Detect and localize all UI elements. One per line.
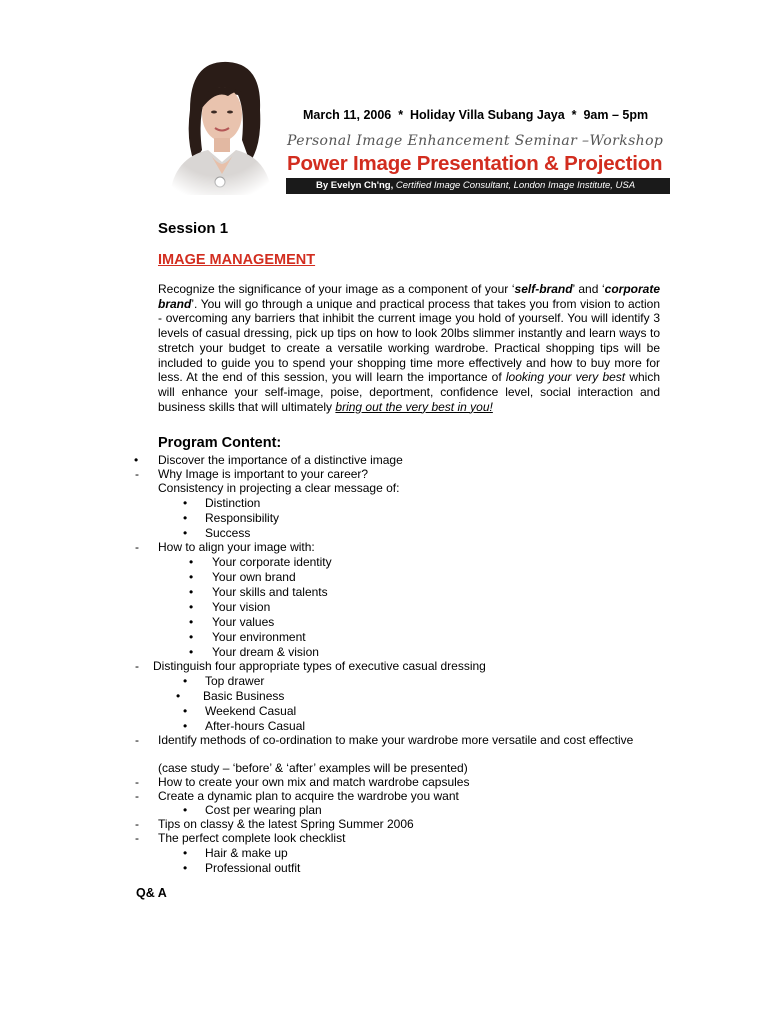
list-item: Professional outfit (205, 861, 301, 875)
list-item: Success (205, 526, 251, 540)
intro-text-1: Recognize the significance of your image as a component of your ‘ (158, 282, 515, 296)
intro-text-4: which will enhance your self-image, poise, deportment, confidence level, social interaction and business skills that will ultimately (158, 370, 661, 414)
program-item-3: How to align your image with: (158, 540, 315, 554)
bullet-marker: • (189, 555, 194, 569)
session-heading: Session 1 (158, 220, 229, 237)
bullet-marker: • (183, 803, 188, 817)
bullet-marker: • (189, 645, 194, 659)
list-item: Your skills and talents (212, 585, 328, 599)
intro-paragraph (158, 282, 660, 414)
list-item: Your environment (212, 630, 306, 644)
list-item: Basic Business (203, 689, 285, 703)
dash-marker: - (135, 831, 139, 845)
program-heading: Program Content: (158, 435, 282, 451)
presenter-photo (150, 50, 286, 195)
bring-out-best-phrase: bring out the very best in you! (335, 399, 493, 414)
list-item: Cost per wearing plan (205, 803, 322, 817)
bullet-marker: • (183, 704, 188, 718)
list-item: Your corporate identity (212, 555, 332, 569)
bullet-marker: • (183, 511, 188, 525)
bullet-marker: • (134, 453, 139, 467)
list-item: Your own brand (212, 570, 296, 584)
program-item-6: How to create your own mix and match wardrobe capsules (158, 775, 470, 789)
byline-credentials: Certified Image Consultant, London Image Institute, USA (395, 180, 636, 191)
program-item-9: The perfect complete look checklist (158, 831, 346, 845)
program-item-1: Discover the importance of a distinctive image (158, 453, 403, 467)
bullet-marker: • (189, 600, 194, 614)
program-item-4: Distinguish four appropriate types of executive casual dressing (153, 659, 486, 673)
bullet-marker: • (176, 689, 181, 703)
program-item-8: Tips on classy & the latest Spring Summer 2006 (158, 817, 414, 831)
dash-marker: - (135, 817, 139, 831)
dash-marker: - (135, 467, 139, 481)
list-item: Distinction (205, 496, 261, 510)
bullet-marker: • (183, 861, 188, 875)
bullet-marker: • (183, 719, 188, 733)
section-heading: IMAGE MANAGEMENT (158, 252, 316, 268)
program-item-7: Create a dynamic plan to acquire the wardrobe you want (158, 789, 459, 803)
bullet-marker: • (189, 585, 194, 599)
event-date-venue: March 11, 2006 * Holiday Villa Subang Jaya * 9am – 5pm (303, 108, 649, 122)
presenter-byline (286, 178, 670, 194)
qa-heading: Q& A (136, 886, 167, 900)
list-item: After-hours Casual (205, 719, 306, 733)
bullet-marker: • (183, 674, 188, 688)
program-item-2: Why Image is important to your career? (158, 467, 369, 481)
dash-marker: - (135, 733, 139, 747)
dash-marker: - (135, 540, 139, 554)
self-brand-term: self-brand (514, 282, 573, 296)
list-item: Responsibility (205, 511, 280, 525)
intro-text-2: ’ and ‘ (572, 282, 605, 296)
bullet-marker: • (189, 615, 194, 629)
program-item-5: Identify methods of co-ordination to make your wardrobe more versatile and cost effective (158, 733, 634, 747)
bullet-marker: • (189, 570, 194, 584)
dash-marker: - (135, 775, 139, 789)
intro-text-3: ’. You will go through a unique and practical process that takes you from vision to action - overcoming any barriers that inhibit the current image you hold of yourself. You will identify 3 levels of casual dressing, pick up tips on how to look 20lbs slimmer instantly and learn ways to stretch your budget to create a versatile working wardrobe. Practical shopping tips will be included to guide you to spend your shopping time more effectively and how to buy more for less. At the end of this session, you will learn the importance of (158, 296, 660, 385)
bullet-marker: • (189, 630, 194, 644)
program-item-2-sub: Consistency in projecting a clear message of: (158, 481, 400, 495)
seminar-title: Power Image Presentation & Projection (287, 152, 663, 175)
looking-best-phrase: looking your very best (505, 370, 626, 385)
byline-name: By Evelyn Ch'ng, (316, 180, 394, 191)
seminar-subtitle: Personal Image Enhancement Seminar –Workshop (287, 133, 664, 149)
program-item-5-note: (case study – ‘before’ & ‘after’ examples will be presented) (158, 761, 468, 775)
list-item: Hair & make up (205, 846, 288, 860)
list-item: Top drawer (205, 674, 265, 688)
corporate-brand-term: corporate brand (158, 282, 661, 311)
bullet-marker: • (183, 496, 188, 510)
list-item: Your dream & vision (212, 645, 319, 659)
dash-marker: - (135, 659, 139, 673)
dash-marker: - (135, 789, 139, 803)
list-item: Your vision (212, 600, 271, 614)
list-item: Your values (212, 615, 275, 629)
list-item: Weekend Casual (205, 704, 297, 718)
bullet-marker: • (183, 526, 188, 540)
bullet-marker: • (183, 846, 188, 860)
